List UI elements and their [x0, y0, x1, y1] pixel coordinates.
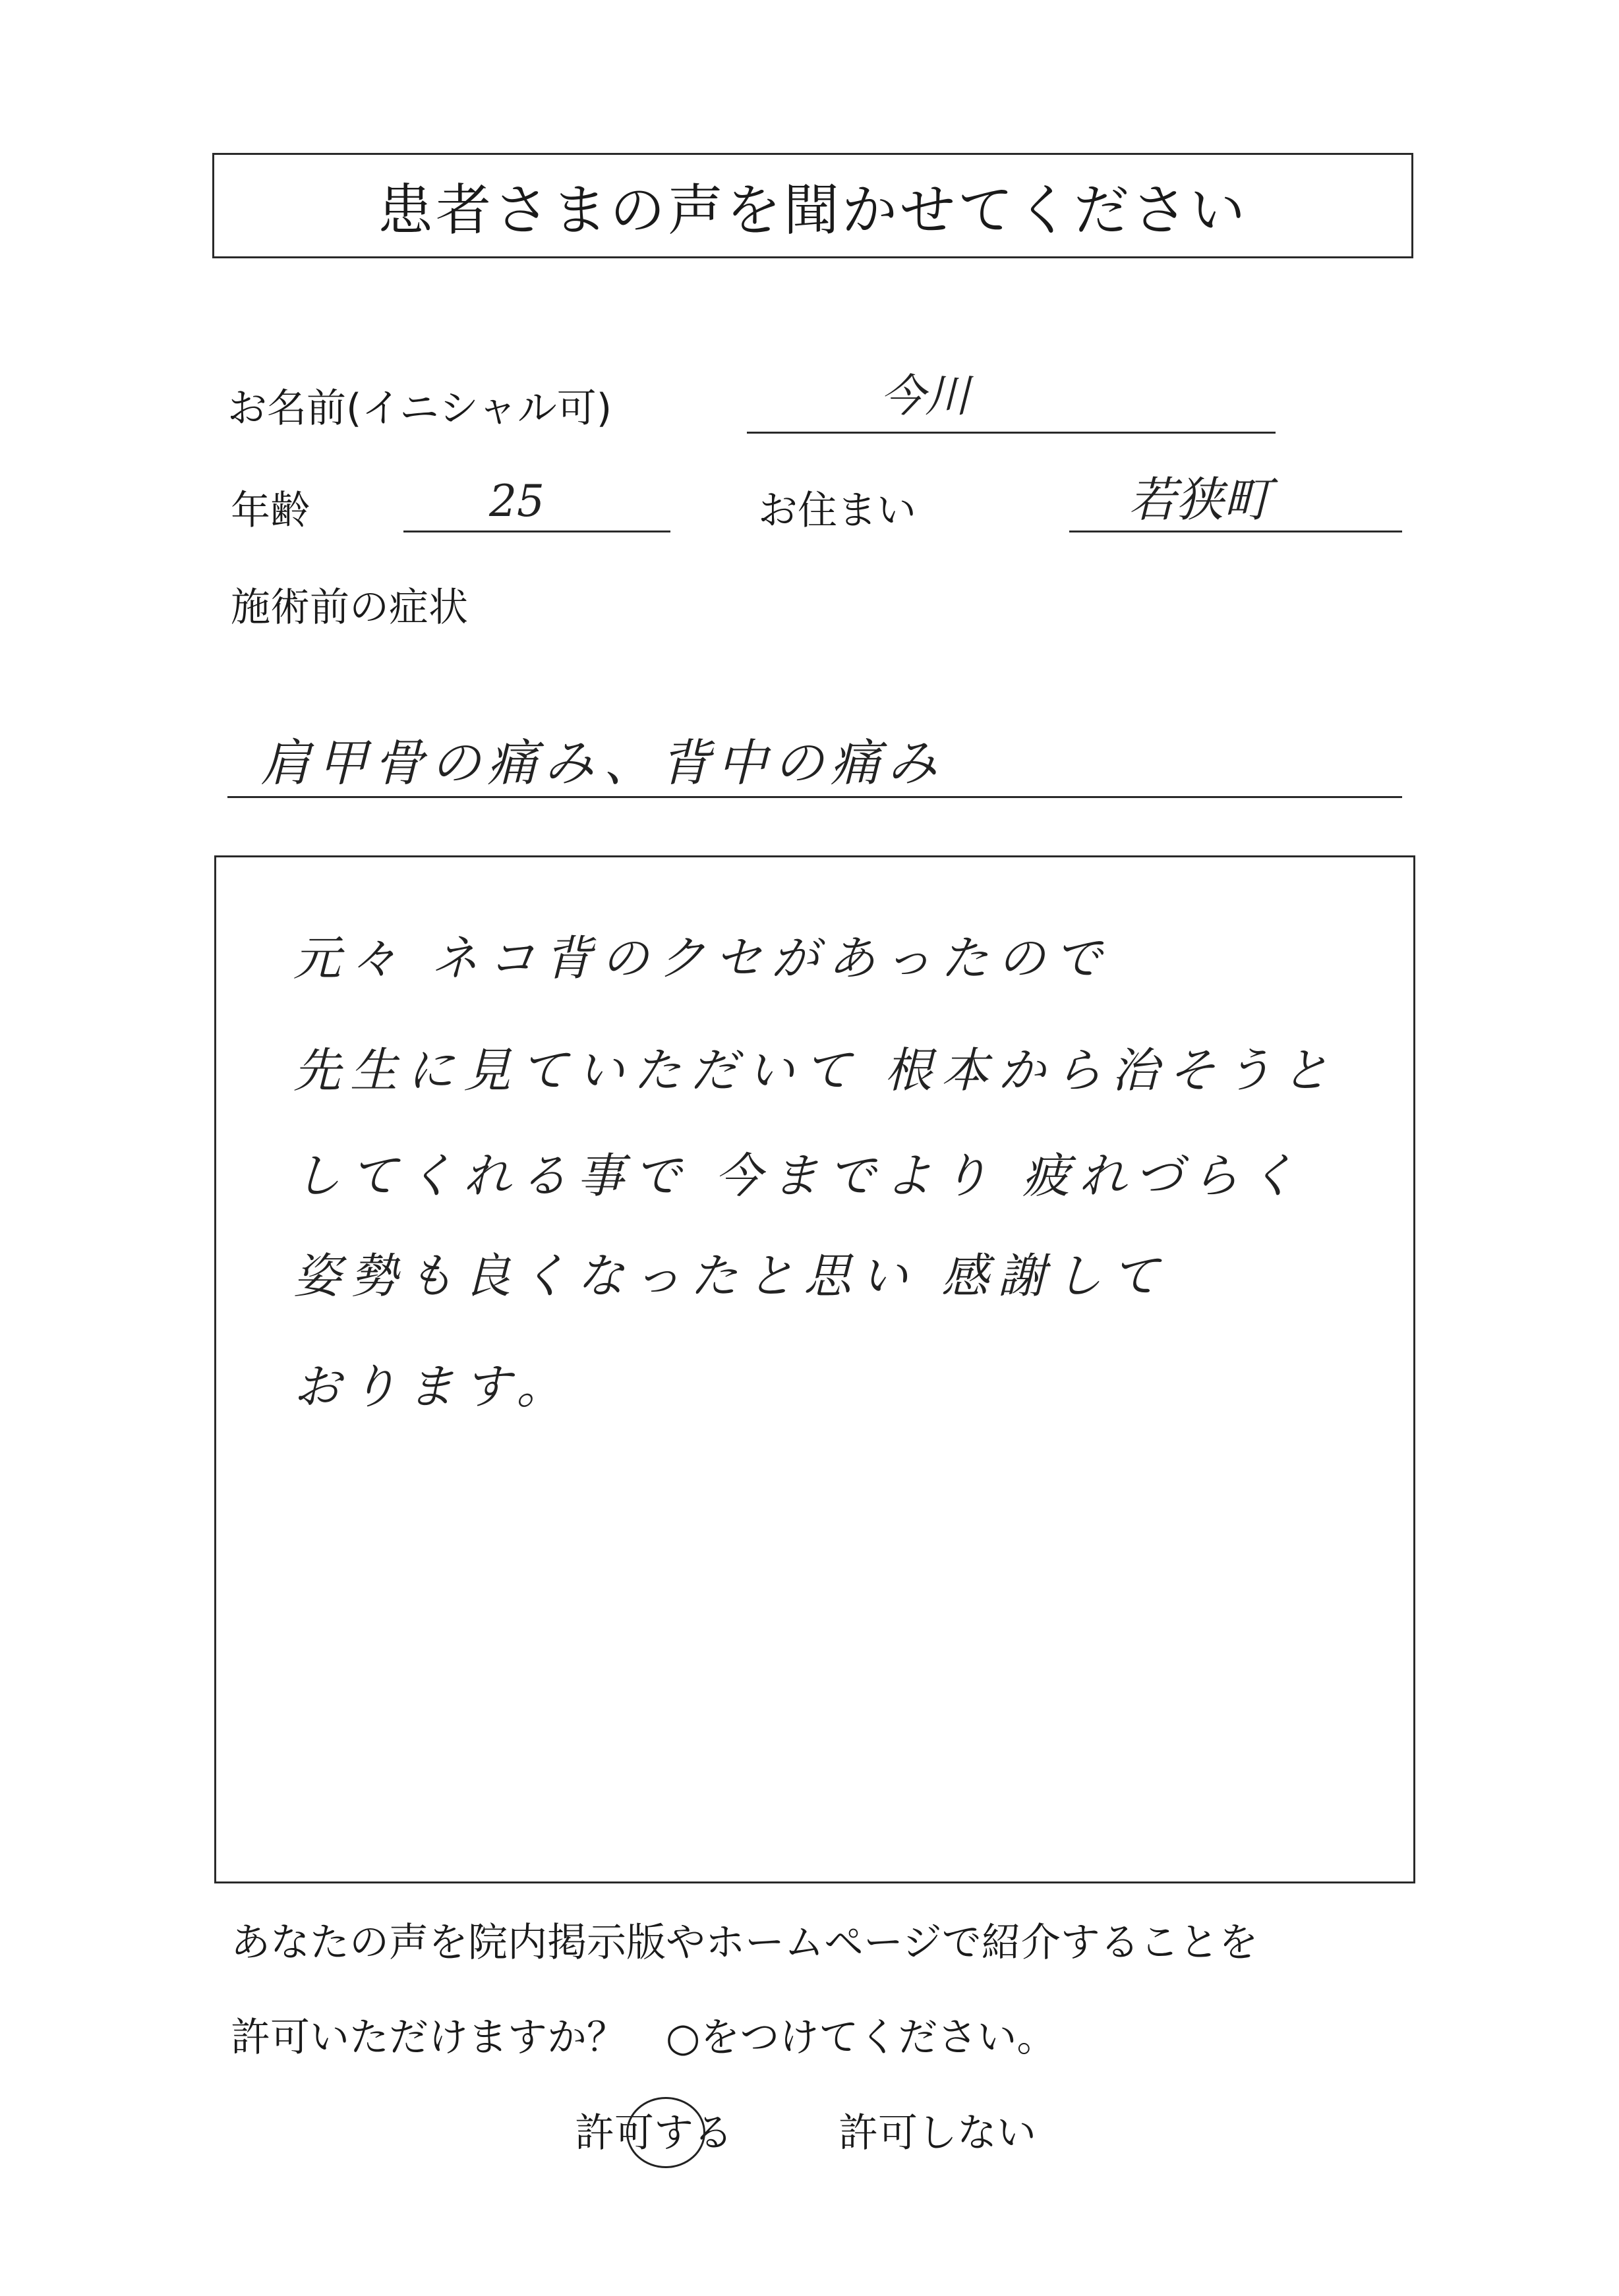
- comment-line-4: 姿勢も良くなったと思い 感謝して: [293, 1248, 1168, 1304]
- age-value: 25: [489, 476, 545, 527]
- comment-line-5: おります。: [293, 1359, 574, 1414]
- form-title: 患者さまの声を聞かせてください: [377, 177, 1248, 243]
- consent-text-line-2: 許可いただけますか？ ○をつけてください。: [231, 2015, 1057, 2061]
- consent-text-line-1: あなたの声を院内掲示版やホームページで紹介することを: [231, 1920, 1258, 1966]
- address-value: 若狭町: [1129, 472, 1272, 527]
- comment-line-2: 先生に見ていただいて 根本から治そうと: [293, 1043, 1338, 1098]
- comment-line-3: してくれる事で 今までより 疲れづらく: [293, 1148, 1305, 1203]
- selection-circle-mark: [626, 2097, 705, 2168]
- name-underline: [747, 432, 1276, 434]
- name-label: お名前(イニシャル可): [227, 386, 612, 432]
- address-underline: [1069, 531, 1402, 532]
- option-allow[interactable]: 許可する: [575, 2110, 733, 2156]
- option-deny[interactable]: 許可しない: [839, 2110, 1036, 2156]
- age-label: 年齢: [231, 488, 310, 534]
- comment-line-1: 元々 ネコ背のクセがあったので: [293, 931, 1111, 986]
- symptoms-value: 肩甲骨の痛み、背中の痛み: [260, 733, 944, 792]
- age-underline: [403, 531, 670, 532]
- symptoms-label: 施術前の症状: [231, 585, 468, 631]
- symptoms-underline: [227, 796, 1402, 798]
- form-title-box: [212, 153, 1413, 258]
- name-value: 今川: [880, 370, 970, 422]
- address-label: お住まい: [758, 488, 916, 534]
